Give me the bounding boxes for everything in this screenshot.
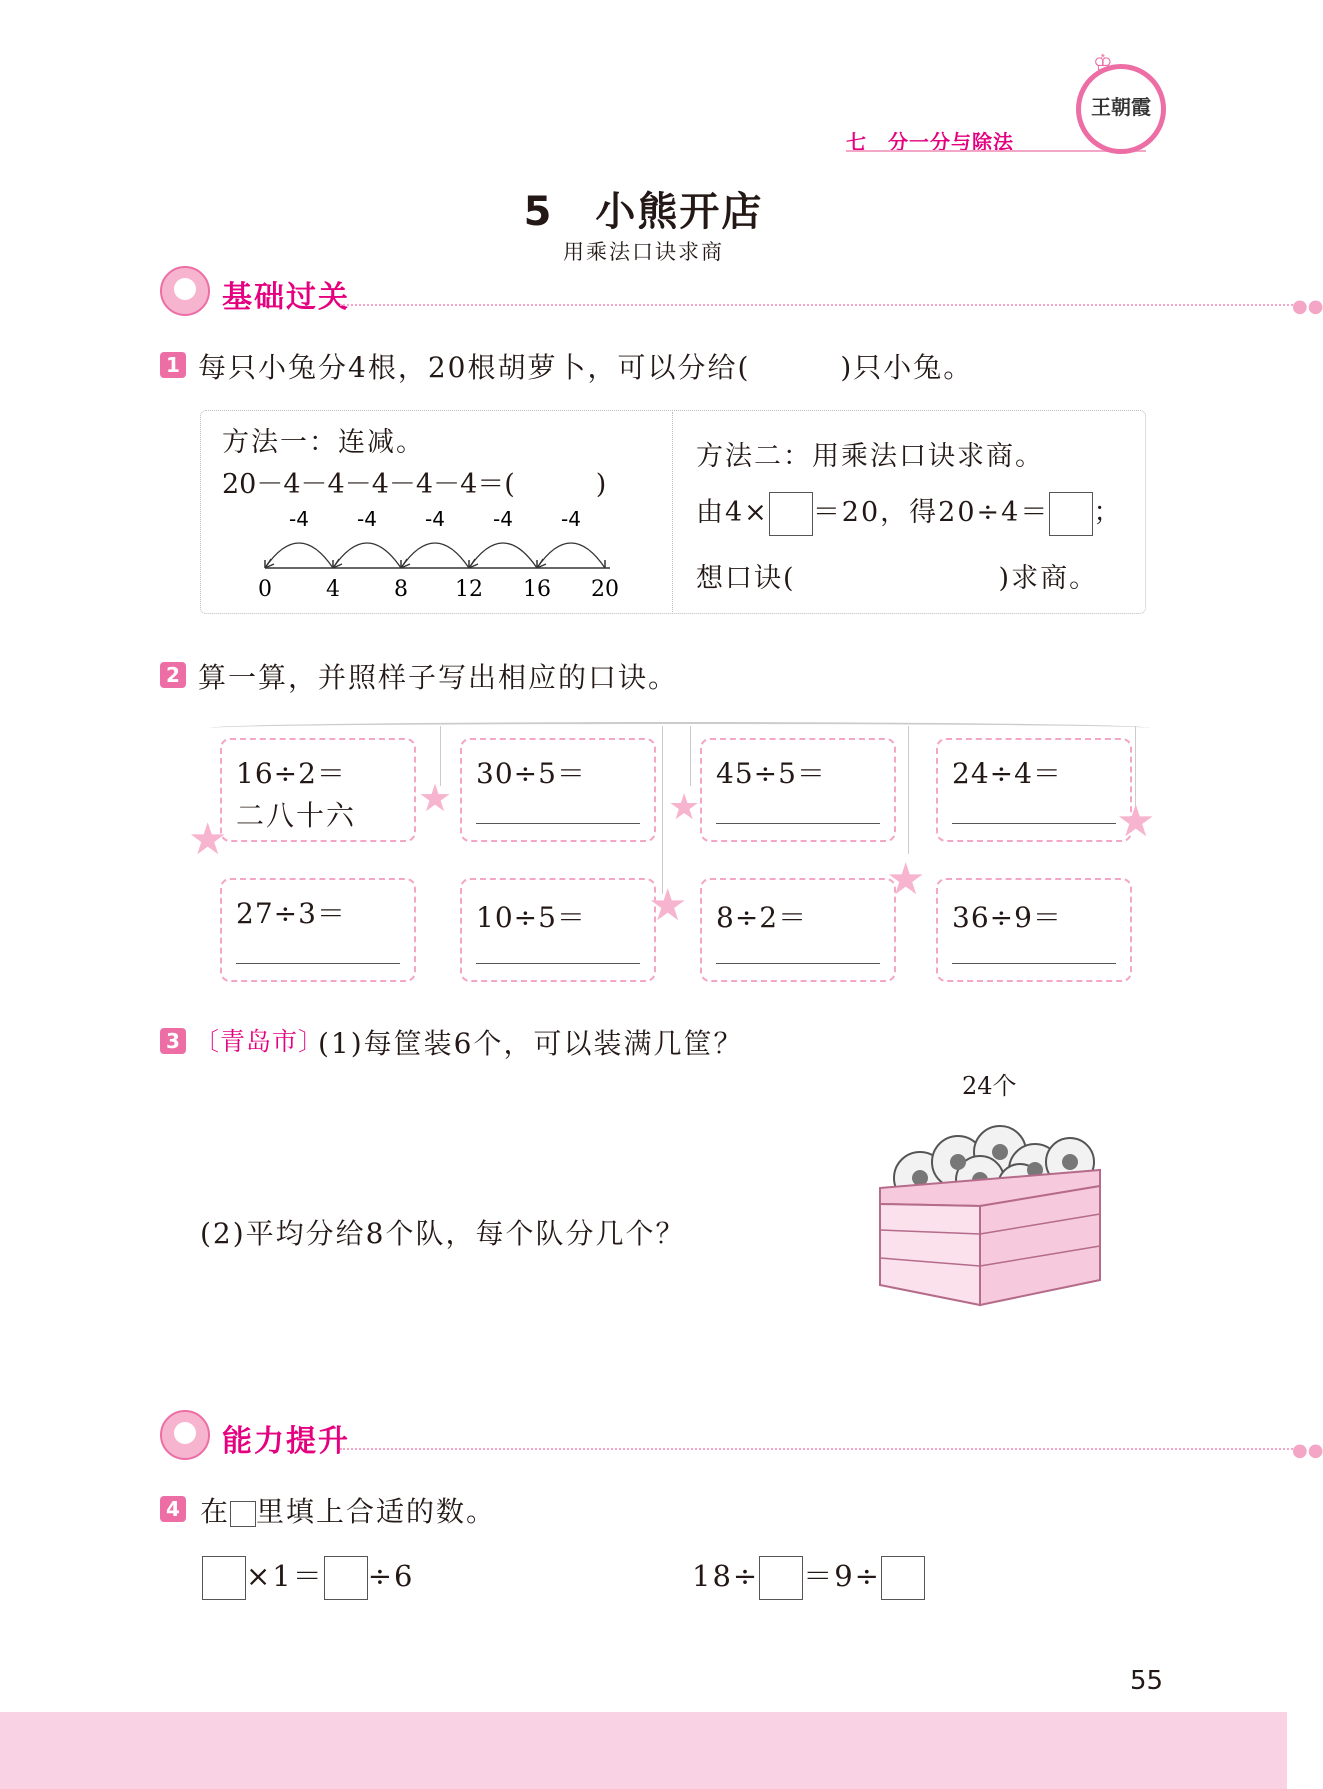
string-3 <box>690 726 691 786</box>
answer-line[interactable] <box>952 823 1116 824</box>
method2-line3: 想口诀( )求商。 <box>696 563 1099 594</box>
jump-label: -4 <box>289 507 309 531</box>
number-line-tick-label: 20 <box>591 577 619 602</box>
section-divider <box>340 1448 1300 1450</box>
q4-equation-2 <box>692 1554 925 1600</box>
number-line-tick-label: 12 <box>455 577 483 602</box>
question-number-3: 3 <box>160 1028 186 1054</box>
star-icon: ★ <box>188 814 228 865</box>
division-equation: 36÷9＝ <box>952 901 1062 934</box>
answer-line[interactable] <box>716 963 880 964</box>
answer-line[interactable] <box>716 823 880 824</box>
arrowhead-icon <box>333 559 342 568</box>
logo-text: 王朝霞 <box>1091 95 1151 119</box>
answer-box[interactable] <box>759 1556 803 1600</box>
answer-box[interactable] <box>202 1556 246 1600</box>
star-icon: ★ <box>648 880 688 931</box>
method2-line2-b: ＝20，得20÷4＝ <box>812 497 1050 528</box>
division-card <box>220 738 416 842</box>
arrowhead-icon <box>401 559 410 568</box>
number-line <box>240 506 640 606</box>
section-divider <box>340 304 1300 306</box>
hanging-string <box>210 722 1150 734</box>
jump-arc <box>401 543 469 568</box>
dots-icon: ●● <box>1292 1440 1323 1461</box>
division-equation: 10÷5＝ <box>476 901 586 934</box>
q1-prompt: 每只小兔分4根，20根胡萝卜，可以分给( )只小兔。 <box>198 351 974 384</box>
string-2 <box>662 726 663 894</box>
lesson-subtitle: 用乘法口诀求商 <box>563 240 724 264</box>
lesson-title: 5 小熊开店 <box>523 189 764 235</box>
answer-line[interactable] <box>476 823 640 824</box>
number-line-tick-label: 8 <box>394 577 408 602</box>
method2-line2-a: 由4× <box>696 497 769 528</box>
arrowhead-icon <box>469 559 478 568</box>
star-icon: ★ <box>418 776 453 820</box>
monkey-avatar-icon <box>160 1410 210 1460</box>
dots-icon: ●● <box>1292 296 1323 317</box>
question-number-1: 1 <box>160 352 186 378</box>
answer-box[interactable] <box>324 1556 368 1600</box>
method1-title: 方法一：连减。 <box>222 427 425 458</box>
star-icon: ★ <box>668 787 701 828</box>
division-equation: 24÷4＝ <box>952 757 1062 790</box>
answer-line[interactable] <box>952 963 1116 964</box>
arrowhead-icon <box>537 559 546 568</box>
number-line-tick-label: 4 <box>326 577 340 602</box>
number-line-jumps <box>265 507 605 568</box>
answer-line[interactable] <box>476 963 640 964</box>
division-equation: 45÷5＝ <box>716 757 826 790</box>
number-line-tick-label: 16 <box>523 577 551 602</box>
q4-prompt-b: 里填上合适的数。 <box>256 1495 497 1528</box>
brand-logo <box>1076 64 1166 154</box>
section-basic-title: 基础过关 <box>222 280 350 315</box>
question-number-4: 4 <box>160 1496 186 1522</box>
division-equation: 16÷2＝ <box>236 757 346 790</box>
division-card <box>936 738 1132 842</box>
division-equation: 30÷5＝ <box>476 757 586 790</box>
jump-arc <box>537 543 605 568</box>
jump-arc <box>265 543 333 568</box>
question-number-2: 2 <box>160 662 186 688</box>
answer-box[interactable] <box>769 492 813 536</box>
division-card <box>700 738 896 842</box>
method1-expression: 20－4－4－4－4－4＝( ) <box>222 469 607 500</box>
bear-avatar-icon <box>160 266 210 316</box>
jump-label: -4 <box>493 507 513 531</box>
logo-crown-icon: ♔ <box>1093 51 1113 76</box>
jump-label: -4 <box>357 507 377 531</box>
method2-line2 <box>696 490 1122 536</box>
chapter-title: 七 分一分与除法 <box>846 130 1014 154</box>
q4-prompt-a: 在 <box>200 1495 231 1528</box>
division-equation: 27÷3＝ <box>236 897 346 930</box>
method2-title: 方法二：用乘法口诀求商。 <box>696 441 1044 472</box>
section-advanced-title: 能力提升 <box>222 1424 350 1459</box>
q3-part2: (2)平均分给8个队，每个队分几个？ <box>200 1217 686 1250</box>
q4-prompt <box>200 1490 496 1530</box>
chapter-rule <box>846 150 1146 152</box>
square-icon <box>230 1501 256 1527</box>
division-card <box>936 878 1132 982</box>
jump-label: -4 <box>425 507 445 531</box>
crate <box>880 1170 1100 1305</box>
example-rhyme: 二八十六 <box>236 799 357 832</box>
answer-box[interactable] <box>1049 492 1093 536</box>
star-icon: ★ <box>886 854 926 905</box>
division-equation: 8÷2＝ <box>716 901 808 934</box>
eq1-part-a: ×1＝ <box>246 1559 324 1593</box>
jump-arc <box>333 543 401 568</box>
division-card <box>460 738 656 842</box>
eq2-part-b: ＝9÷ <box>803 1559 881 1593</box>
number-line-ticks <box>258 560 619 602</box>
q1-method-divider <box>672 412 673 612</box>
jump-arc <box>469 543 537 568</box>
arrowhead-icon <box>265 559 274 568</box>
ball-count-label: 24个 <box>962 1072 1017 1100</box>
footer-band <box>0 1712 1287 1789</box>
q2-prompt: 算一算，并照样子写出相应的口诀。 <box>198 661 679 694</box>
crate-of-balls-image <box>870 1100 1110 1310</box>
eq2-part-a: 18÷ <box>692 1559 760 1593</box>
answer-box[interactable] <box>881 1556 925 1600</box>
star-icon: ★ <box>1116 796 1156 847</box>
page-number: 55 <box>1130 1666 1164 1696</box>
number-line-tick-label: 0 <box>258 577 272 602</box>
string-4 <box>908 726 909 854</box>
method2-line2-c: ； <box>1093 497 1123 528</box>
q4-equation-1 <box>202 1554 415 1600</box>
jump-label: -4 <box>561 507 581 531</box>
q3-region-tag: 〔青岛市〕 <box>194 1027 325 1056</box>
division-card <box>220 878 416 982</box>
answer-line[interactable] <box>236 963 400 964</box>
eq1-part-b: ÷6 <box>367 1559 415 1593</box>
q3-part1: (1)每筐装6个，可以装满几筐？ <box>318 1027 744 1060</box>
division-card <box>700 878 896 982</box>
division-card <box>460 878 656 982</box>
